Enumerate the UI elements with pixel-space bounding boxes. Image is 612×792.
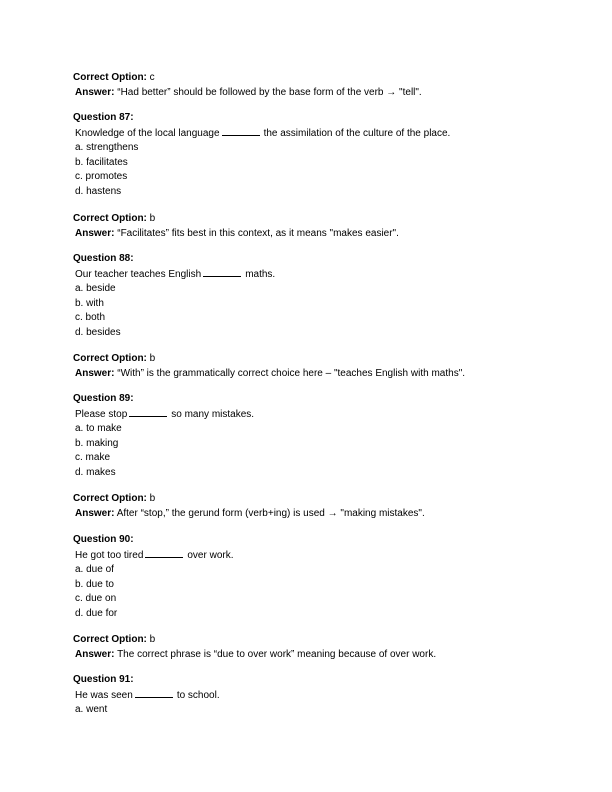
option-d: d. due for	[75, 607, 118, 619]
option-c: c. both	[75, 312, 106, 324]
question-stem: Our teacher teaches English maths.	[75, 268, 276, 280]
answer-blank	[135, 688, 173, 698]
correct-option-line: Correct Option: b	[73, 493, 156, 504]
answer-line: Answer: “With” is the grammatically correct choice here – "teaches English with maths".	[75, 367, 466, 379]
question-title: Question 87:	[73, 112, 134, 123]
answer-line: Answer: After “stop,” the gerund form (verb+ing) is used → "making mistakes".	[75, 507, 425, 519]
question-stem: He got too tired over work.	[75, 549, 234, 561]
question-stem: He was seen to school.	[75, 689, 220, 701]
option-c: c. make	[75, 452, 111, 464]
option-c: c. promotes	[75, 171, 128, 183]
question-title: Question 88:	[73, 253, 134, 264]
option-b: b. making	[75, 437, 119, 449]
option-a: a. beside	[75, 283, 116, 295]
option-a: a. strengthens	[75, 142, 139, 154]
answer-block-86	[73, 71, 573, 100]
question-88	[73, 252, 573, 341]
answer-blank	[203, 267, 241, 277]
correct-option-line: Correct Option: b	[73, 634, 156, 645]
answer-block-87	[73, 212, 573, 241]
question-91	[73, 673, 573, 718]
option-d: d. hastens	[75, 185, 122, 197]
answer-block-88	[73, 352, 573, 381]
option-a: a. went	[75, 704, 108, 716]
question-title: Question 90:	[73, 534, 134, 545]
option-a: a. to make	[75, 423, 122, 435]
answer-block-89	[73, 492, 573, 521]
question-90	[73, 533, 573, 622]
question-stem: Please stop so many mistakes.	[75, 408, 255, 420]
question-87	[73, 111, 573, 200]
option-b: b. due to	[75, 578, 114, 590]
answer-line: Answer: “Facilitates” fits best in this context, as it means "makes easier".	[75, 227, 399, 239]
answer-line: Answer: The correct phrase is “due to over work” meaning because of over work.	[75, 648, 437, 660]
option-d: d. makes	[75, 466, 116, 478]
question-stem: Knowledge of the local language the assimilation of the culture of the place.	[75, 127, 451, 139]
option-c: c. due on	[75, 593, 117, 605]
correct-option-line: Correct Option: b	[73, 353, 156, 364]
question-title: Question 89:	[73, 393, 134, 404]
option-d: d. besides	[75, 326, 121, 338]
option-a: a. due of	[75, 564, 114, 576]
answer-blank	[145, 548, 183, 558]
answer-blank	[129, 407, 167, 417]
option-b: b. facilitates	[75, 156, 128, 168]
correct-option-line: Correct Option: b	[73, 213, 156, 224]
option-b: b. with	[75, 297, 104, 309]
question-89	[73, 392, 573, 481]
answer-blank	[222, 126, 260, 136]
answer-block-90	[73, 633, 573, 662]
answer-line: Answer: “Had better” should be followed by the base form of the verb → "tell".	[75, 86, 422, 98]
correct-option-line: Correct Option: c	[73, 72, 155, 83]
question-title: Question 91:	[73, 674, 134, 685]
